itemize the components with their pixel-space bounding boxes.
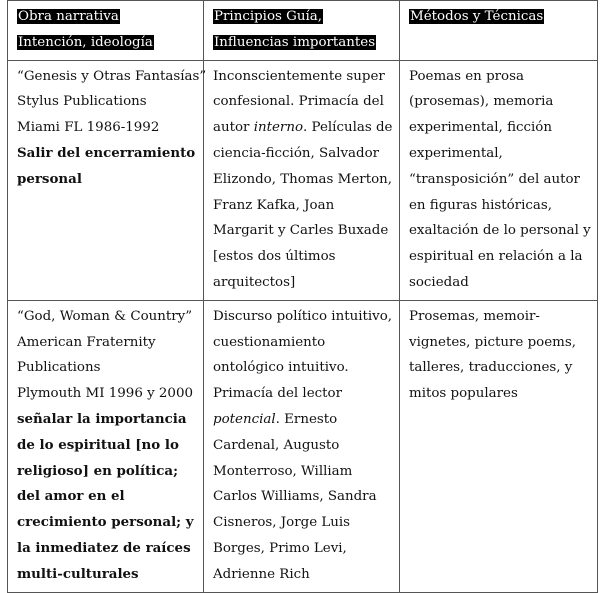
work-place-date: Miami FL 1986-1992 xyxy=(17,120,160,136)
header-influences-label: Influencias importantes xyxy=(214,34,376,50)
header-methods-label: Métodos y Técnicas xyxy=(410,9,544,24)
header-work-label: Obra narrativa xyxy=(18,9,119,24)
principles-text: Inconscientemente super confesional. Primacía del autor xyxy=(213,68,385,136)
table-row xyxy=(8,60,598,300)
work-place-date: Plymouth MI 1996 y 2000 xyxy=(17,386,193,402)
principles-cell xyxy=(204,300,400,592)
header-principles-label: Principios Guía, xyxy=(214,9,322,24)
methods-text: Poemas en prosa (prosemas), memoria experimental, ficción experimental, “transposición” del autor en figuras históricas, exaltación de lo personal y espiritual en relación a la sociedad xyxy=(409,68,591,290)
work-intent: señalar la importancia de lo espiritual [no lo religioso] en política; del amor en el crecimiento personal; y la inmediatez de raíces multi-culturales xyxy=(17,410,194,582)
work-publisher: Stylus Publications xyxy=(17,94,147,110)
influences-text: . Películas de ciencia-ficción, Salvador Elizondo, Thomas Merton, Franz Kafka, Joan Margarit y Carles Buxade [estos dos últimos arquitectos] xyxy=(213,120,393,290)
work-title: “Genesis y Otras Fantasías” xyxy=(17,68,207,84)
methods-cell xyxy=(400,60,598,300)
header-intent-label: Intención, ideología xyxy=(18,34,153,50)
methods-text: Prosemas, memoir-vignetes, picture poems, talleres, traducciones, y mitos populares xyxy=(409,308,576,402)
work-intent: Salir del encerramiento personal xyxy=(17,144,196,187)
table-row xyxy=(8,300,598,592)
principles-emphasis: potencial xyxy=(213,411,276,427)
work-cell xyxy=(8,300,204,592)
work-title: “God, Woman & Country” xyxy=(17,308,193,324)
work-cell xyxy=(8,60,207,300)
works-table xyxy=(7,0,598,593)
header-cell-principles xyxy=(204,1,400,61)
header-row xyxy=(8,1,598,61)
header-cell-work xyxy=(8,1,204,61)
work-publisher: American Fraternity Publications xyxy=(17,334,156,376)
principles-cell xyxy=(204,60,400,300)
influences-text: . Ernesto Cardenal, Augusto Monterroso, William Carlos Williams, Sandra Cisneros, Jorge Luis Borges, Primo Levi, Adrienne Rich xyxy=(213,411,377,582)
principles-emphasis: interno xyxy=(253,120,304,136)
principles-text: Discurso político intuitivo, cuestionamiento ontológico intuitivo. Primacía del lector xyxy=(213,308,393,402)
methods-cell xyxy=(400,300,598,592)
header-cell-methods xyxy=(400,1,598,61)
